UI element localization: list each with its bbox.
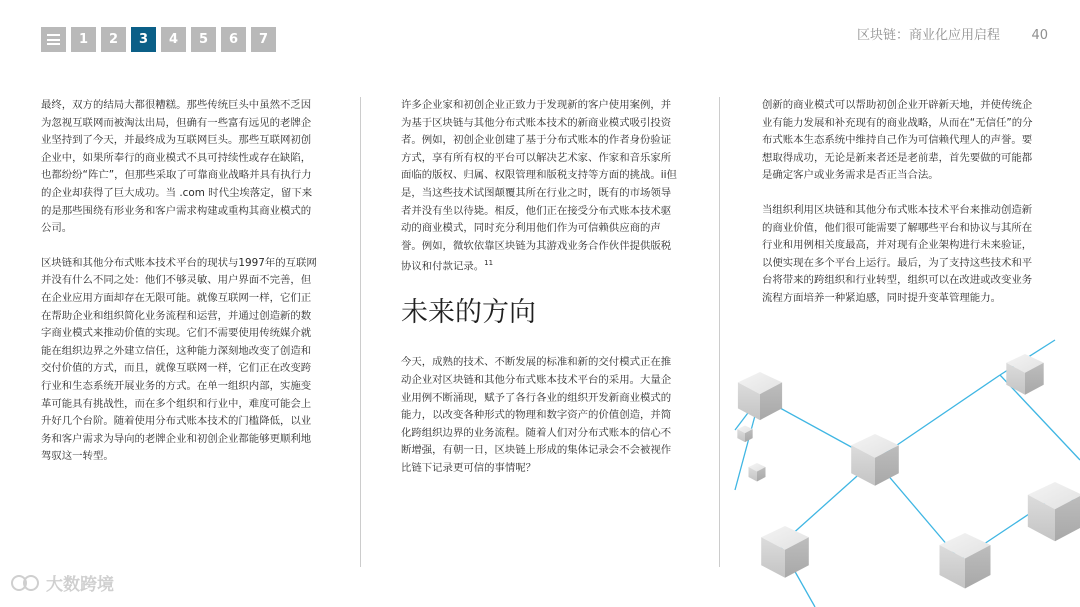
footnote-marker[interactable]: 11 xyxy=(484,259,494,268)
paragraph: 区块链和其他分布式账本技术平台的现状与1997年的互联网并没有什么不同之处：他们不够灵敏、用户界面不完善，但在企业应用方面却存在无限可能。就像互联网一样，它们正在帮助企业和组织简化业务流程和运营，并通过创造新的数字商业模式来推动价值的实现。它们不需要使用传统媒介就能在组织边界之外建立信任，这种能力深刻地改变了创造和交付价值的方式，而且，就像互联网一样，它们正在改变跨行业和生态系统开展业务的方式。在单一组织内部，实施变革可能具有挑战性，而在多个组织和行业中，难度可能会上升好几个台阶。随着使用分布式账本技术的门槛降低，以业务和客户需求为导向的老牌企业和初创企业都能够更顺利地驾驭这一转型。 xyxy=(41,256,317,463)
brand-logo xyxy=(10,570,114,595)
chapter-tab-1[interactable]: 1 xyxy=(71,27,96,52)
column-divider xyxy=(719,97,720,567)
text-column-3 xyxy=(762,97,1042,325)
page-number: 40 xyxy=(1031,28,1048,43)
paragraph: 许多企业家和初创企业正致力于发现新的客户使用案例，并为基于区块链与其他分布式账本技术的新商业模式吸引投资者。例如，初创企业创建了基于分布式账本的作者身份验证方式，享有所有权的平台可以解决艺术家、作家和音乐家所面临的版权、归属、权限管理和版税支持等方面的挑战。ii但是，当这些技术试图颠覆其所在行业之时，既有的市场领导者并没有坐以待毙。相反，他们正在接受分布式账本技术驱动的商业模式，同时充分利用他们作为可信赖供应商的声誉。例如，微软依靠区块链为其游戏业务合作伙伴提供版税协议和付款记录。$^{11}$ xyxy=(401,99,677,273)
chapter-tab-6[interactable]: 6 xyxy=(221,27,246,52)
paragraph: 最终，双方的结局大都很糟糕。那些传统巨头中虽然不乏因为忽视互联网而被淘汰出局，但确有一些富有远见的老牌企业坚持到了今天，并最终成为互联网巨头。那些互联网初创企业中，如果所奉行的商业模式不具可持续性或存在缺陷，也都纷纷“阵亡”，但那些采取了可靠商业战略并具有执行力的企业却获得了巨大成功。当 .com 时代尘埃落定，留下来的是那些围绕有形业务和客户需求构建或重构其商业模式的公司。 xyxy=(41,99,313,235)
paragraph: 当组织利用区块链和其他分布式账本技术平台来推动创造新的商业价值，他们很可能需要了解哪些平台和协议与其所在行业和用例相关度最高，并对现有企业架构进行未来验证，以便实现在多个平台上运行。最后，为了支持这些技术和平台将带来的跨组织和行业转型，组织可以在改进或改变业务流程方面培养一种紧迫感，同时提升变革管理能力。 xyxy=(762,203,1033,304)
text-column-2 xyxy=(401,97,677,495)
menu-button[interactable] xyxy=(41,27,66,52)
chapter-tab-4[interactable]: 4 xyxy=(161,27,186,52)
paragraph: 今天，成熟的技术、不断发展的标准和新的交付模式正在推动企业对区块链和其他分布式账本技术平台的采用。大量企业用例不断涌现，赋予了各行各业的组织开发新商业模式的能力，以改变各种形式的物理和数字资产的价值创造，并简化跨组织边界的业务流程。随着人们对分布式账本的信心不断增强，有朝一日，区块链上形成的集体记录会不会被视作比链下记录更可信的事情呢？ xyxy=(401,356,672,474)
chapter-tab-2[interactable]: 2 xyxy=(101,27,126,52)
logo-text: 大数跨境 xyxy=(46,575,114,595)
logo-icon xyxy=(10,573,40,593)
paragraph: 创新的商业模式可以帮助初创企业开辟新天地，并使传统企业有能力发展和补充现有的商业战略，从而在“无信任”的分布式账本生态系统中维持自己作为可信赖代理人的声誉。要想取得成功，无论是新来者还是老前辈，首先要做的可能都是确定客户或业务需求是否正当合法。 xyxy=(762,99,1033,182)
chapter-tab-3[interactable]: 3 xyxy=(131,27,156,52)
text-column-1 xyxy=(41,97,319,483)
chapter-nav xyxy=(41,27,276,52)
chapter-tab-5[interactable]: 5 xyxy=(191,27,216,52)
chapter-tab-7[interactable]: 7 xyxy=(251,27,276,52)
menu-icon xyxy=(47,34,60,45)
cube-network-graphic xyxy=(725,330,1080,607)
section-heading: 未来的方向 xyxy=(401,297,536,329)
column-divider xyxy=(360,97,361,567)
document-title: 区块链：商业化应用启程 xyxy=(856,28,1000,43)
